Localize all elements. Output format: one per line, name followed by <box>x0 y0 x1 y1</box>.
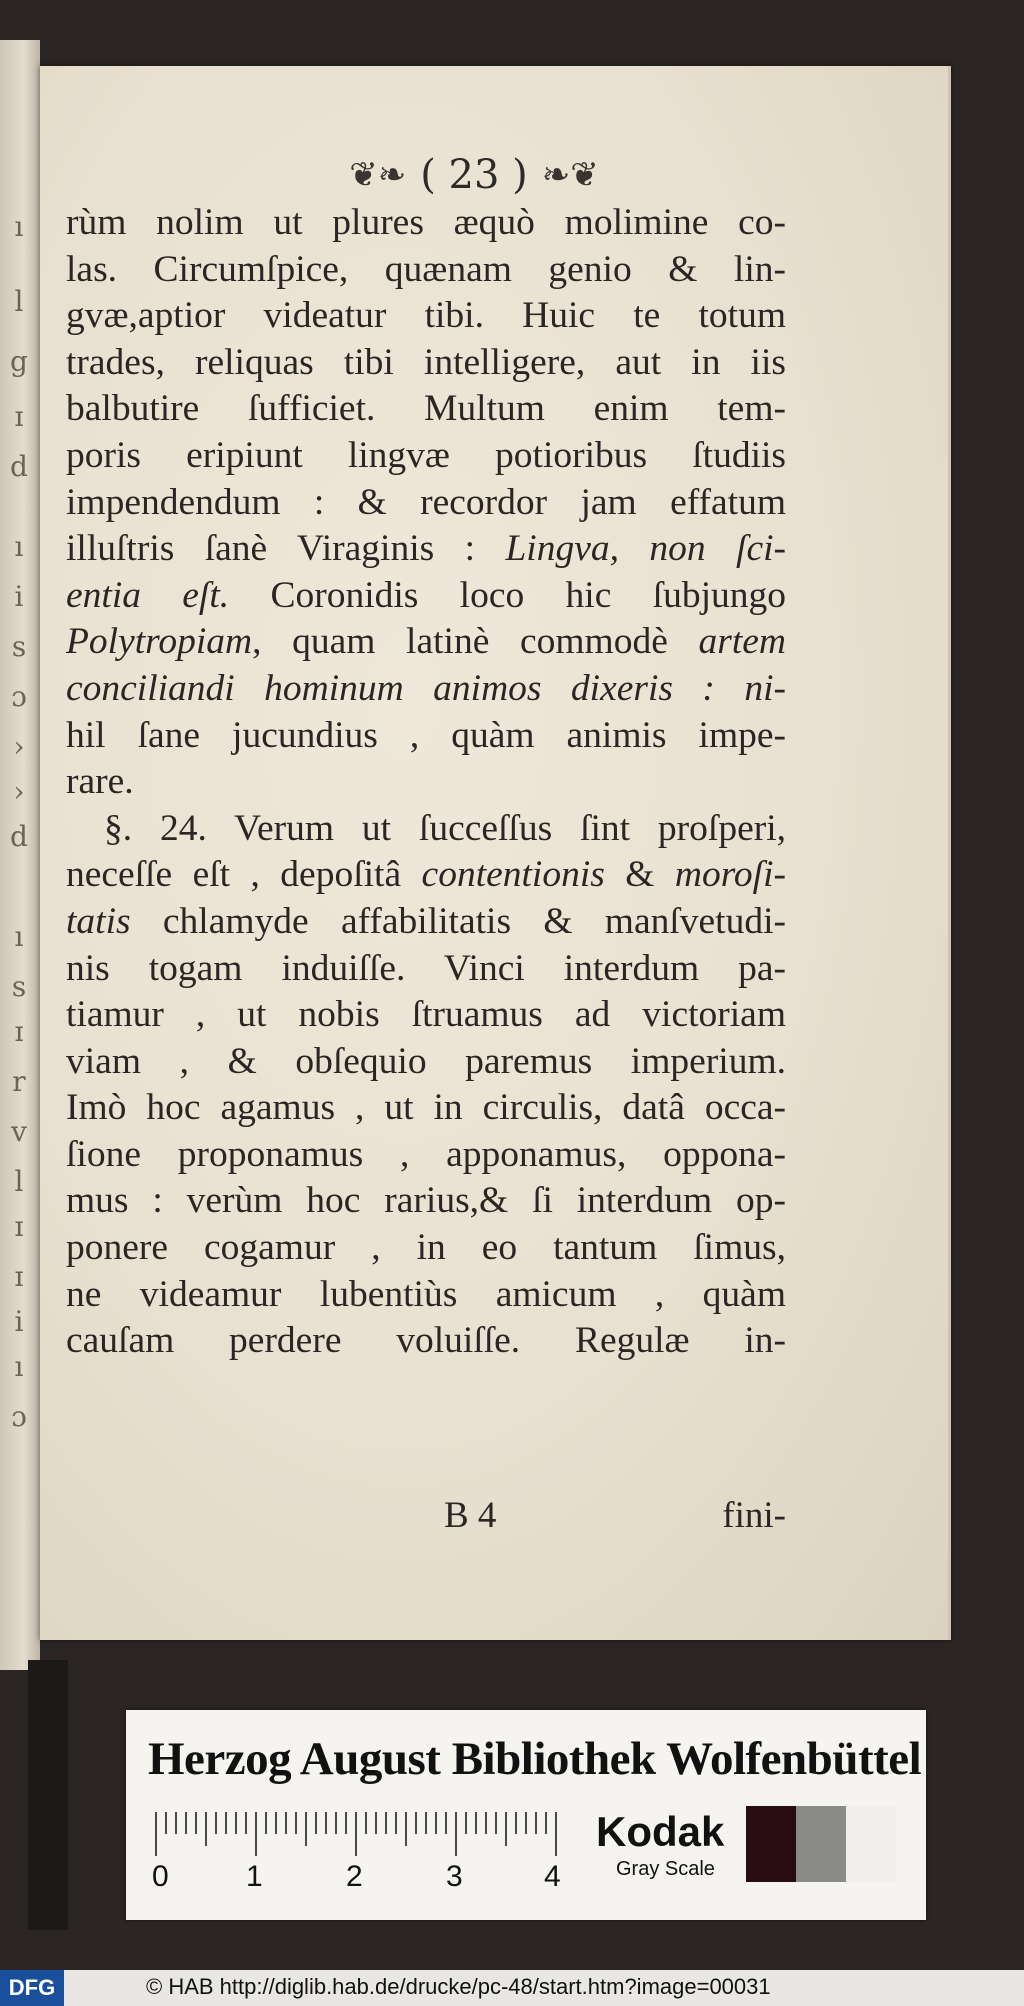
library-name: Herzog August Bibliothek Wolfenbüttel <box>148 1733 922 1785</box>
ruler-number: 3 <box>446 1860 463 1890</box>
page-header <box>20 152 928 198</box>
ruler-number: 2 <box>346 1860 363 1890</box>
ruler-number: 4 <box>544 1860 561 1890</box>
text-line: ponere cogamur , in eo tantum ſimus, <box>66 1227 786 1269</box>
ruler-number: 0 <box>152 1860 169 1890</box>
text-line: ne videamur lubentiùs amicum , quàm <box>66 1273 786 1315</box>
page-body <box>66 200 786 1365</box>
text-line: hil ſane jucundius , quàm animis impe- <box>66 714 786 756</box>
book-spine <box>28 1660 68 1930</box>
text-line: poris eripiunt lingvæ potioribus ſtudiis <box>66 434 786 476</box>
ruler <box>152 1810 572 1890</box>
text-line: rare. <box>66 761 134 803</box>
viewer-footer-bar <box>0 1970 1024 2006</box>
text-line: §. 24. Verum ut ſucceſſus ſint proſperi, <box>104 807 786 849</box>
text-line: entia eſt. Coronidis loco hic ſubjungo <box>66 574 786 616</box>
swatch-light <box>846 1806 896 1882</box>
text-line: neceſſe eſt , depoſitâ contentionis & moroſi- <box>66 854 786 896</box>
text-line: illuſtris ſanè Viraginis : Lingva, non ſci- <box>66 528 786 570</box>
copyright-link[interactable]: © HAB http://diglib.hab.de/drucke/pc-48/start.htm?image=00031 <box>146 1974 771 1999</box>
adjacent-page-edge: ı l g ɪ d ı i s ɔ › › d ı s ɪ r v l ɪ ɪ i ı ɔ <box>0 40 40 1670</box>
swatch-mid <box>796 1806 846 1882</box>
ornament-left-icon: ❦❧ <box>349 155 407 195</box>
signature-mark: B 4 <box>444 1495 497 1536</box>
text-line: Imò hoc agamus , ut in circulis, datâ occa- <box>66 1087 786 1129</box>
text-line: viam , & obſequio paremus imperium. <box>66 1040 786 1082</box>
page-footer <box>66 1494 786 1540</box>
text-line: cauſam perdere voluiſſe. Regulæ in- <box>66 1320 786 1362</box>
scale-name: Gray Scale <box>616 1858 715 1880</box>
text-line: tatis chlamyde affabilitatis & manſvetudi- <box>66 900 786 942</box>
text-line: balbutire ſufficiet. Multum enim tem- <box>66 388 786 430</box>
text-line: trades, reliquas tibi intelligere, aut in iis <box>66 341 786 383</box>
catchword: fini- <box>722 1495 786 1536</box>
swatch-dark <box>746 1806 796 1882</box>
library-color-card <box>126 1710 926 1920</box>
text-line: Polytropiam, quam latinè commodè artem <box>66 621 786 663</box>
text-line: las. Circumſpice, quænam genio & lin- <box>66 248 786 290</box>
ruler-number: 1 <box>246 1860 263 1890</box>
text-line: mus : verùm hoc rarius,& ſi interdum op- <box>66 1180 786 1222</box>
text-line: gvæ,aptior videatur tibi. Huic te totum <box>66 295 786 337</box>
text-line: impendendum : & recordor jam effatum <box>66 481 786 523</box>
page-number: ( 23 ) <box>420 152 528 198</box>
gray-swatches <box>746 1806 896 1882</box>
brand-name: Kodak <box>596 1808 725 1855</box>
text-line: ſione proponamus , apponamus, opponа- <box>66 1133 786 1175</box>
text-line: nis togam induiſſe. Vinci interdum pa- <box>66 947 786 989</box>
text-line: rùm nolim ut plures æquò molimine co- <box>66 202 786 243</box>
text-line: tiamur , ut nobis ſtruamus ad victoriam <box>66 994 786 1036</box>
ornament-right-icon: ❧❦ <box>541 155 599 195</box>
text-line: conciliandi hominum animos dixeris : ni- <box>66 667 786 709</box>
book-page <box>40 66 951 1640</box>
dfg-logo: DFG <box>0 1970 64 2006</box>
